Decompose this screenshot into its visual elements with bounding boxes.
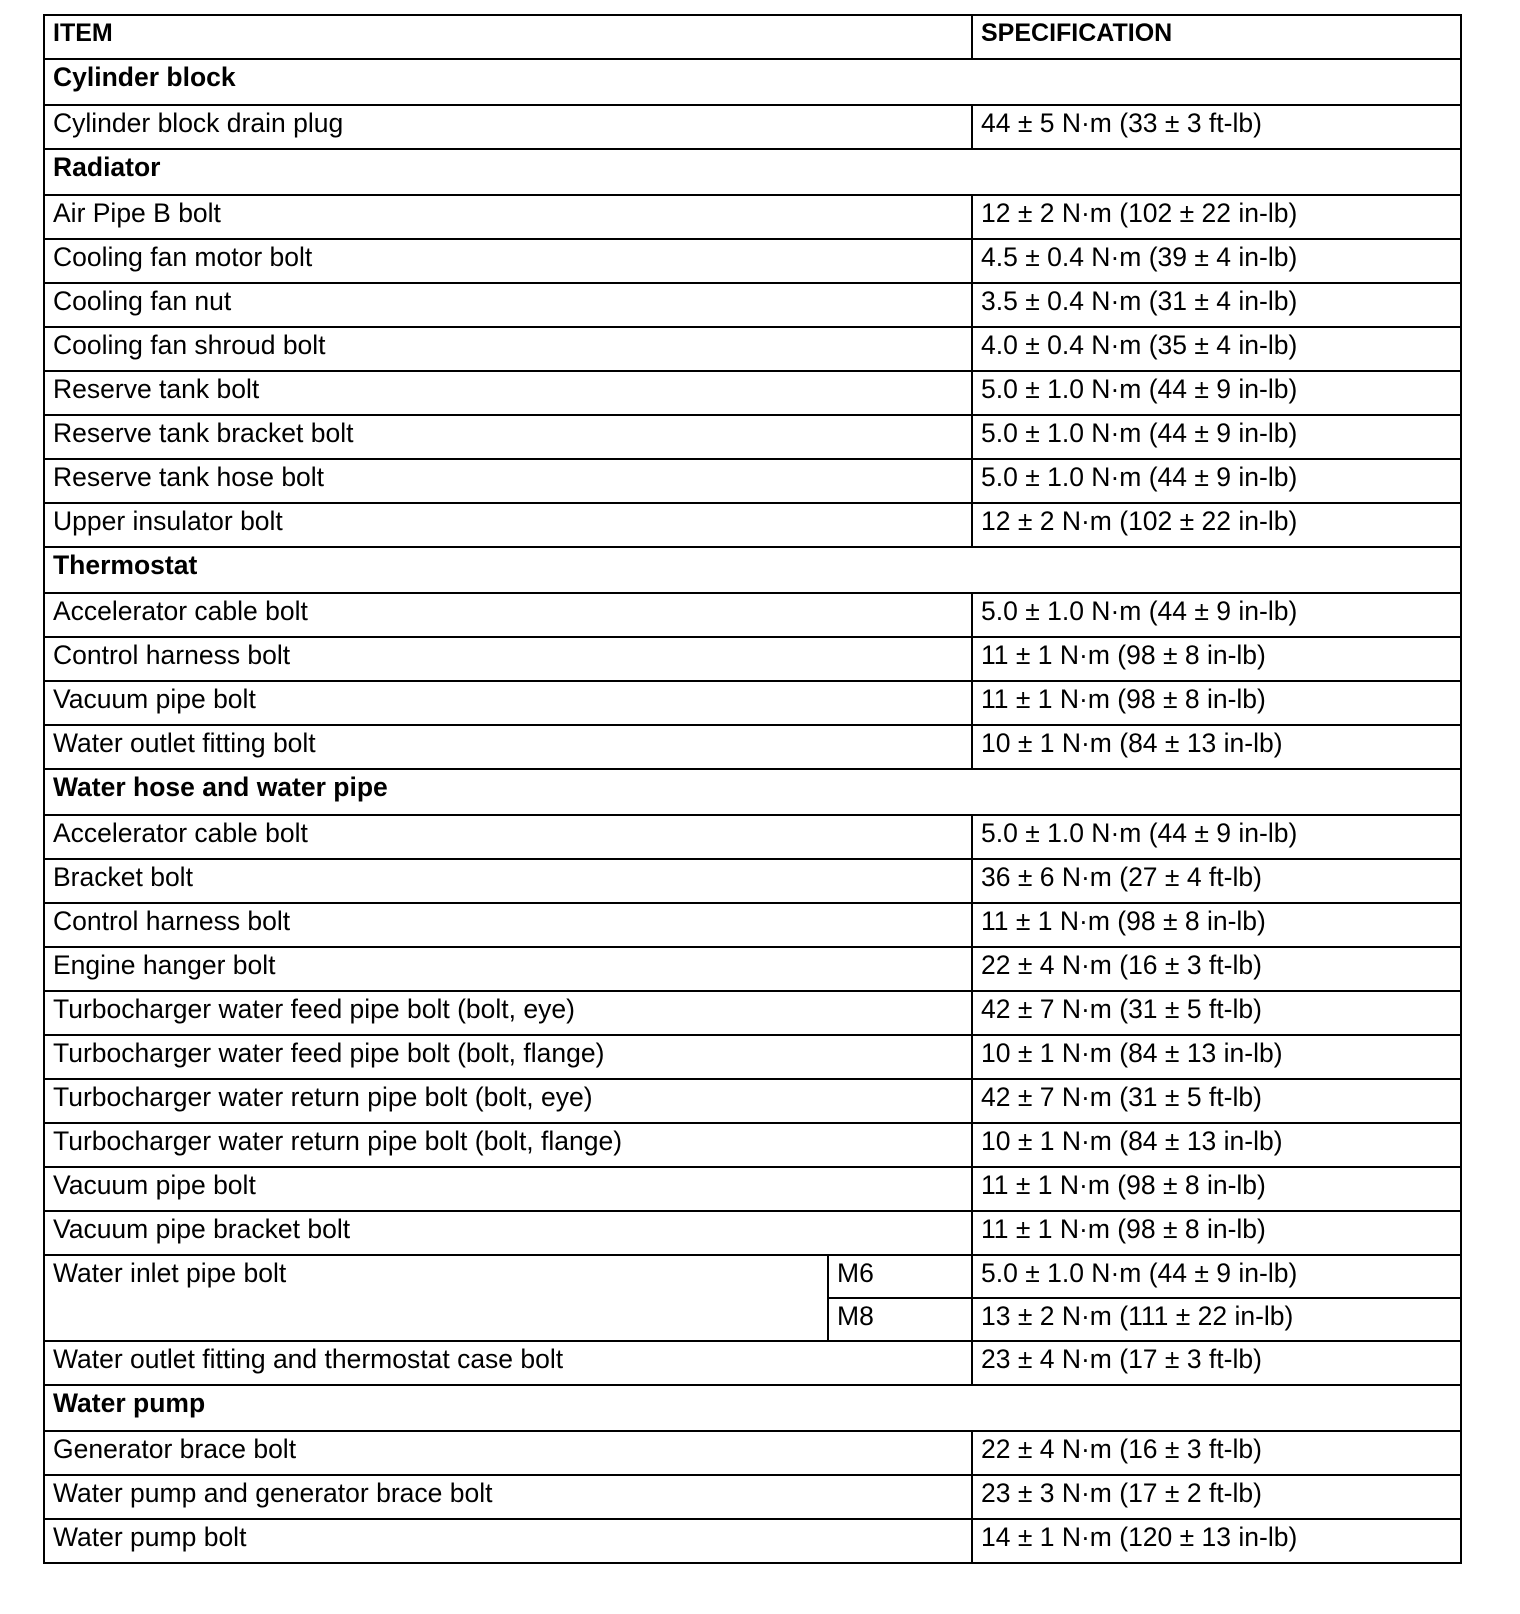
spec-cell: 3.5 ± 0.4 N·m (31 ± 4 in-lb) (972, 283, 1461, 327)
item-cell: Air Pipe B bolt (44, 195, 972, 239)
item-cell: Cooling fan shroud bolt (44, 327, 972, 371)
size-cell: M8 (828, 1298, 972, 1341)
table-row (44, 859, 1461, 903)
item-cell: Water outlet fitting and thermostat case bolt (44, 1341, 972, 1385)
spec-cell: 12 ± 2 N·m (102 ± 22 in-lb) (972, 195, 1461, 239)
spec-cell: 10 ± 1 N·m (84 ± 13 in-lb) (972, 725, 1461, 769)
table-row (44, 327, 1461, 371)
item-cell: Engine hanger bolt (44, 947, 972, 991)
table-row (44, 1255, 1461, 1298)
table-row (44, 1079, 1461, 1123)
spec-table-body (44, 15, 1461, 1563)
spec-cell: 5.0 ± 1.0 N·m (44 ± 9 in-lb) (972, 459, 1461, 503)
spec-cell: 12 ± 2 N·m (102 ± 22 in-lb) (972, 503, 1461, 547)
torque-spec-table (43, 14, 1462, 1564)
table-row (44, 371, 1461, 415)
table-row (44, 1211, 1461, 1255)
spec-cell: 36 ± 6 N·m (27 ± 4 ft-lb) (972, 859, 1461, 903)
spec-cell: 4.5 ± 0.4 N·m (39 ± 4 in-lb) (972, 239, 1461, 283)
item-cell: Turbocharger water return pipe bolt (bolt, eye) (44, 1079, 972, 1123)
table-row (44, 105, 1461, 149)
table-row (44, 1035, 1461, 1079)
item-cell: Vacuum pipe bolt (44, 681, 972, 725)
item-cell: Control harness bolt (44, 637, 972, 681)
table-row (44, 637, 1461, 681)
spec-cell: 11 ± 1 N·m (98 ± 8 in-lb) (972, 681, 1461, 725)
item-cell: Water pump and generator brace bolt (44, 1475, 972, 1519)
item-cell: Bracket bolt (44, 859, 972, 903)
spec-cell: 5.0 ± 1.0 N·m (44 ± 9 in-lb) (972, 371, 1461, 415)
spec-cell: 42 ± 7 N·m (31 ± 5 ft-lb) (972, 1079, 1461, 1123)
spec-cell: 23 ± 4 N·m (17 ± 3 ft-lb) (972, 1341, 1461, 1385)
item-cell: Accelerator cable bolt (44, 593, 972, 637)
table-row (44, 415, 1461, 459)
item-cell: Turbocharger water feed pipe bolt (bolt, flange) (44, 1035, 972, 1079)
table-row (44, 195, 1461, 239)
spec-cell: 5.0 ± 1.0 N·m (44 ± 9 in-lb) (972, 415, 1461, 459)
item-cell: Water outlet fitting bolt (44, 725, 972, 769)
spec-cell: 5.0 ± 1.0 N·m (44 ± 9 in-lb) (972, 1255, 1461, 1298)
table-row (44, 1519, 1461, 1563)
section-title: Water hose and water pipe (44, 769, 1461, 815)
spec-cell: 4.0 ± 0.4 N·m (35 ± 4 in-lb) (972, 327, 1461, 371)
table-row (44, 947, 1461, 991)
table-row (44, 593, 1461, 637)
spec-cell: 13 ± 2 N·m (111 ± 22 in-lb) (972, 1298, 1461, 1341)
item-cell: Control harness bolt (44, 903, 972, 947)
table-row (44, 1475, 1461, 1519)
section-header-row (44, 547, 1461, 593)
table-row (44, 681, 1461, 725)
item-cell: Turbocharger water feed pipe bolt (bolt, eye) (44, 991, 972, 1035)
section-header-row (44, 59, 1461, 105)
section-header-row (44, 149, 1461, 195)
section-title: Thermostat (44, 547, 1461, 593)
section-header-row (44, 769, 1461, 815)
table-row (44, 1431, 1461, 1475)
table-header-row (44, 15, 1461, 59)
table-row (44, 1123, 1461, 1167)
spec-cell: 5.0 ± 1.0 N·m (44 ± 9 in-lb) (972, 593, 1461, 637)
table-row (44, 239, 1461, 283)
table-row (44, 459, 1461, 503)
item-cell: Generator brace bolt (44, 1431, 972, 1475)
item-cell: Vacuum pipe bracket bolt (44, 1211, 972, 1255)
spec-cell: 10 ± 1 N·m (84 ± 13 in-lb) (972, 1035, 1461, 1079)
item-cell: Cooling fan nut (44, 283, 972, 327)
size-cell: M6 (828, 1255, 972, 1298)
item-cell: Vacuum pipe bolt (44, 1167, 972, 1211)
table-row (44, 283, 1461, 327)
item-cell: Water inlet pipe bolt (44, 1255, 828, 1341)
item-cell: Upper insulator bolt (44, 503, 972, 547)
section-title: Cylinder block (44, 59, 1461, 105)
section-title: Water pump (44, 1385, 1461, 1431)
spec-cell: 42 ± 7 N·m (31 ± 5 ft-lb) (972, 991, 1461, 1035)
spec-cell: 10 ± 1 N·m (84 ± 13 in-lb) (972, 1123, 1461, 1167)
spec-cell: 23 ± 3 N·m (17 ± 2 ft-lb) (972, 1475, 1461, 1519)
item-cell: Reserve tank bracket bolt (44, 415, 972, 459)
item-cell: Reserve tank bolt (44, 371, 972, 415)
section-header-row (44, 1385, 1461, 1431)
spec-cell: 5.0 ± 1.0 N·m (44 ± 9 in-lb) (972, 815, 1461, 859)
spec-cell: 22 ± 4 N·m (16 ± 3 ft-lb) (972, 947, 1461, 991)
item-cell: Reserve tank hose bolt (44, 459, 972, 503)
header-specification: SPECIFICATION (972, 15, 1461, 59)
spec-cell: 22 ± 4 N·m (16 ± 3 ft-lb) (972, 1431, 1461, 1475)
item-cell: Accelerator cable bolt (44, 815, 972, 859)
table-row (44, 1167, 1461, 1211)
item-cell: Turbocharger water return pipe bolt (bolt, flange) (44, 1123, 972, 1167)
item-cell: Water pump bolt (44, 1519, 972, 1563)
item-cell: Cooling fan motor bolt (44, 239, 972, 283)
table-row (44, 991, 1461, 1035)
spec-cell: 14 ± 1 N·m (120 ± 13 in-lb) (972, 1519, 1461, 1563)
table-row (44, 815, 1461, 859)
spec-cell: 11 ± 1 N·m (98 ± 8 in-lb) (972, 903, 1461, 947)
spec-cell: 11 ± 1 N·m (98 ± 8 in-lb) (972, 1211, 1461, 1255)
header-item: ITEM (44, 15, 972, 59)
table-row (44, 725, 1461, 769)
section-title: Radiator (44, 149, 1461, 195)
item-cell: Cylinder block drain plug (44, 105, 972, 149)
spec-cell: 11 ± 1 N·m (98 ± 8 in-lb) (972, 637, 1461, 681)
table-row (44, 503, 1461, 547)
table-row (44, 903, 1461, 947)
spec-cell: 44 ± 5 N·m (33 ± 3 ft-lb) (972, 105, 1461, 149)
spec-cell: 11 ± 1 N·m (98 ± 8 in-lb) (972, 1167, 1461, 1211)
table-row (44, 1341, 1461, 1385)
